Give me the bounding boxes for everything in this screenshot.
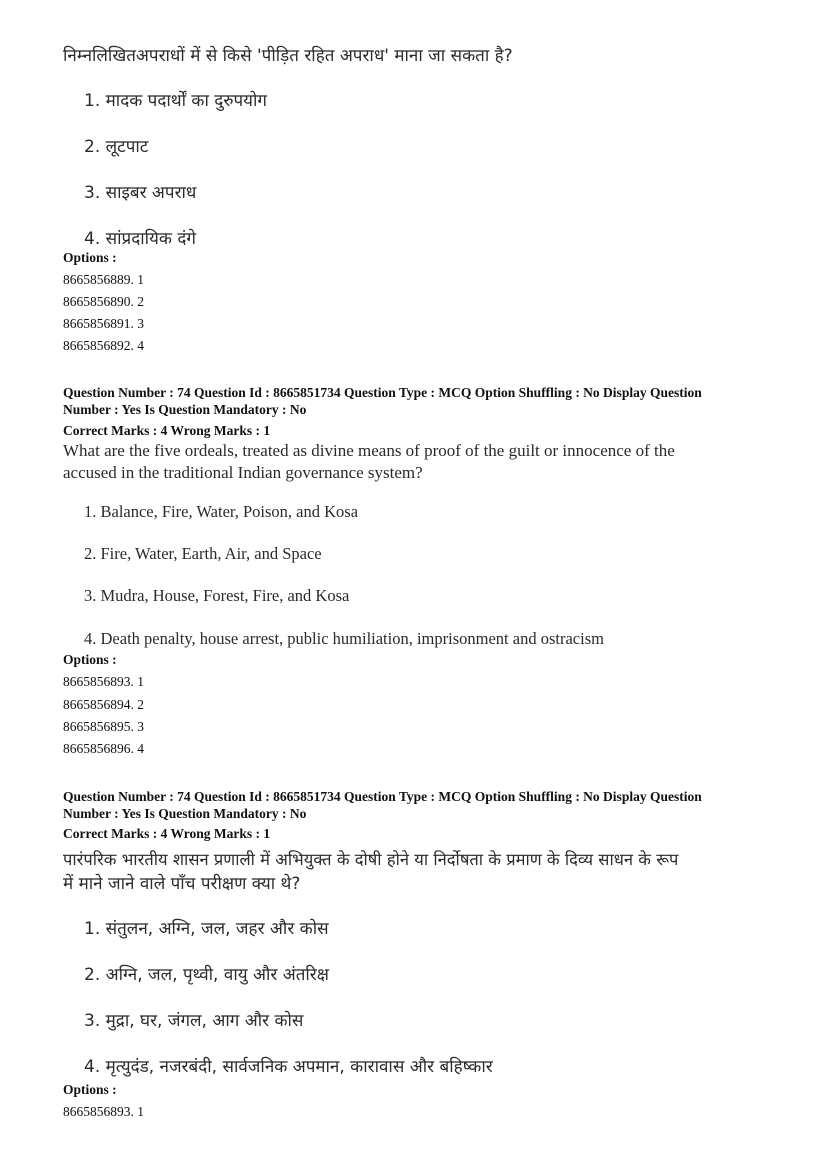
option-2: 2. अग्नि, जल, पृथ्वी, वायु और अंतरिक्ष xyxy=(84,965,329,985)
option-id: 8665856895. 3 xyxy=(63,719,144,734)
option-id: 8665856893. 1 xyxy=(63,1104,144,1119)
option-3: 3. Mudra, House, Forest, Fire, and Kosa xyxy=(84,586,350,605)
options-label: Options : xyxy=(63,652,117,667)
options-label: Options : xyxy=(63,1082,117,1097)
option-id: 8665856896. 4 xyxy=(63,741,144,756)
question-text-hindi: निम्नलिखितअपराधों में से किसे 'पीड़ित रहित अपराध' माना जा सकता है? xyxy=(63,46,513,66)
question-meta: Question Number : 74 Question Id : 8665851734 Question Type : MCQ Option Shuffling : No Display Question xyxy=(63,789,702,804)
option-4: 4. Death penalty, house arrest, public humiliation, imprisonment and ostracism xyxy=(84,629,604,648)
option-1: 1. संतुलन, अग्नि, जल, जहर और कोस xyxy=(84,919,329,939)
marks-meta: Correct Marks : 4 Wrong Marks : 1 xyxy=(63,826,271,841)
question-meta: Question Number : 74 Question Id : 8665851734 Question Type : MCQ Option Shuffling : No Display Question xyxy=(63,385,702,400)
question-text-hindi: पारंपरिक भारतीय शासन प्रणाली में अभियुक्त के दोषी होने या निर्दोषता के प्रमाण के दिव्य साधन के रूप xyxy=(63,850,679,869)
question-text-english: accused in the traditional Indian governance system? xyxy=(63,463,423,482)
option-4: 4. मृत्युदंड, नजरबंदी, सार्वजनिक अपमान, कारावास और बहिष्कार xyxy=(84,1057,493,1077)
option-3: 3. साइबर अपराध xyxy=(84,183,197,203)
option-id: 8665856889. 1 xyxy=(63,272,144,287)
option-2: 2. लूटपाट xyxy=(84,137,149,157)
option-3: 3. मुद्रा, घर, जंगल, आग और कोस xyxy=(84,1011,304,1031)
option-2: 2. Fire, Water, Earth, Air, and Space xyxy=(84,544,322,563)
option-id: 8665856890. 2 xyxy=(63,294,144,309)
options-label: Options : xyxy=(63,250,117,265)
option-1: 1. मादक पदार्थों का दुरुपयोग xyxy=(84,91,267,111)
question-text-english: What are the five ordeals, treated as divine means of proof of the guilt or innocence of the xyxy=(63,441,675,460)
question-meta: Number : Yes Is Question Mandatory : No xyxy=(63,402,307,417)
option-4: 4. सांप्रदायिक दंगे xyxy=(84,229,196,249)
option-id: 8665856892. 4 xyxy=(63,338,144,353)
option-id: 8665856893. 1 xyxy=(63,674,144,689)
option-1: 1. Balance, Fire, Water, Poison, and Kosa xyxy=(84,502,359,521)
marks-meta: Correct Marks : 4 Wrong Marks : 1 xyxy=(63,423,271,438)
question-text-hindi: में माने जाने वाले पाँच परीक्षण क्या थे? xyxy=(63,874,301,894)
option-id: 8665856891. 3 xyxy=(63,316,144,331)
question-meta: Number : Yes Is Question Mandatory : No xyxy=(63,806,307,821)
option-id: 8665856894. 2 xyxy=(63,697,144,712)
